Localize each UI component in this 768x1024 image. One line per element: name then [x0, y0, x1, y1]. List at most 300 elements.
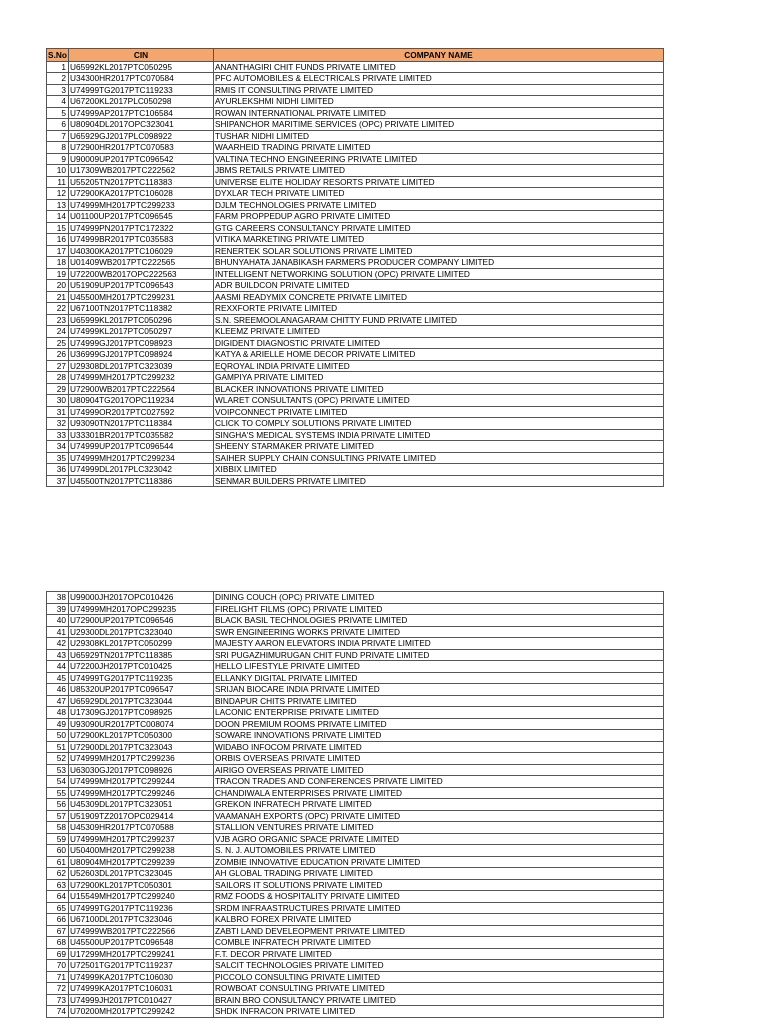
- table-row: [47, 925, 664, 937]
- cin-cell: U72900KL2017PTC050301: [69, 879, 214, 891]
- sno-cell: 43: [47, 649, 69, 661]
- table-row: [47, 776, 664, 788]
- cin-cell: U74999PN2017PTC172322: [69, 222, 214, 234]
- sno-cell: 1: [47, 61, 69, 73]
- sno-cell: 16: [47, 234, 69, 246]
- table-row: [47, 475, 664, 487]
- sno-cell: 36: [47, 464, 69, 476]
- table-row: [47, 360, 664, 372]
- table-row: [47, 592, 664, 604]
- cin-cell: U74999MH2017PTC299232: [69, 372, 214, 384]
- table-row: [47, 741, 664, 753]
- company-name-cell: SRDM INFRAASTRUCTURES PRIVATE LIMITED: [214, 902, 664, 914]
- cin-cell: U45500TN2017PTC118386: [69, 475, 214, 487]
- cin-cell: U67200KL2017PLC050298: [69, 96, 214, 108]
- table-row: [47, 845, 664, 857]
- sno-cell: 23: [47, 314, 69, 326]
- table-row: [47, 73, 664, 85]
- cin-cell: U72900DL2017PTC323043: [69, 741, 214, 753]
- sno-cell: 30: [47, 395, 69, 407]
- company-name-cell: SWR ENGINEERING WORKS PRIVATE LIMITED: [214, 626, 664, 638]
- company-name-cell: SHEENY STARMAKER PRIVATE LIMITED: [214, 441, 664, 453]
- sno-cell: 71: [47, 971, 69, 983]
- company-name-cell: BINDAPUR CHITS PRIVATE LIMITED: [214, 695, 664, 707]
- company-name-cell: SALCIT TECHNOLOGIES PRIVATE LIMITED: [214, 960, 664, 972]
- cin-cell: U74999MH2017PTC299246: [69, 787, 214, 799]
- sno-cell: 50: [47, 730, 69, 742]
- sno-cell: 26: [47, 349, 69, 361]
- table-body-part-1: [47, 61, 664, 487]
- cin-cell: U74999MH2017PTC299236: [69, 753, 214, 765]
- cin-cell: U65992KL2017PTC050295: [69, 61, 214, 73]
- table-row: [47, 222, 664, 234]
- table-row: [47, 291, 664, 303]
- cin-cell: U52603DL2017PTC323045: [69, 868, 214, 880]
- cin-cell: U36999GJ2017PTC098924: [69, 349, 214, 361]
- sno-cell: 55: [47, 787, 69, 799]
- sno-cell: 20: [47, 280, 69, 292]
- header-company-name: COMPANY NAME: [214, 49, 664, 62]
- sno-cell: 58: [47, 822, 69, 834]
- cin-cell: U72900KL2017PTC050300: [69, 730, 214, 742]
- cin-cell: U93090TN2017PTC118384: [69, 418, 214, 430]
- sno-cell: 34: [47, 441, 69, 453]
- table-row: [47, 971, 664, 983]
- table-row: [47, 1006, 664, 1018]
- table-row: [47, 649, 664, 661]
- table-row: [47, 603, 664, 615]
- company-name-cell: WIDABO INFOCOM PRIVATE LIMITED: [214, 741, 664, 753]
- company-name-cell: ZOMBIE INNOVATIVE EDUCATION PRIVATE LIMITED: [214, 856, 664, 868]
- cin-cell: U74999AP2017PTC106584: [69, 107, 214, 119]
- cin-cell: U29300DL2017PTC323040: [69, 626, 214, 638]
- table-row: [47, 61, 664, 73]
- cin-cell: U74999OR2017PTC027592: [69, 406, 214, 418]
- company-name-cell: VOIPCONNECT PRIVATE LIMITED: [214, 406, 664, 418]
- sno-cell: 68: [47, 937, 69, 949]
- cin-cell: U74999GJ2017PTC098923: [69, 337, 214, 349]
- sno-cell: 41: [47, 626, 69, 638]
- table-row: [47, 684, 664, 696]
- sno-cell: 11: [47, 176, 69, 188]
- company-name-cell: SRI PUGAZHIMURUGAN CHIT FUND PRIVATE LIMITED: [214, 649, 664, 661]
- table-row: [47, 822, 664, 834]
- sno-cell: 42: [47, 638, 69, 650]
- sno-cell: 70: [47, 960, 69, 972]
- company-name-cell: SENMAR BUILDERS PRIVATE LIMITED: [214, 475, 664, 487]
- table-row: [47, 257, 664, 269]
- table-row: [47, 245, 664, 257]
- sno-cell: 51: [47, 741, 69, 753]
- table-row: [47, 165, 664, 177]
- company-name-cell: SHIPANCHOR MARITIME SERVICES (OPC) PRIVATE LIMITED: [214, 119, 664, 131]
- company-name-cell: DJLM TECHNOLOGIES PRIVATE LIMITED: [214, 199, 664, 211]
- cin-cell: U01100UP2017PTC096545: [69, 211, 214, 223]
- cin-cell: U80904MH2017PTC299239: [69, 856, 214, 868]
- company-name-cell: BHUNYAHATA JANABIKASH FARMERS PRODUCER COMPANY LIMITED: [214, 257, 664, 269]
- cin-cell: U51909UP2017PTC096543: [69, 280, 214, 292]
- sno-cell: 67: [47, 925, 69, 937]
- sno-cell: 52: [47, 753, 69, 765]
- table-row: [47, 868, 664, 880]
- cin-cell: U74999MH2017PTC299244: [69, 776, 214, 788]
- company-name-cell: WLARET CONSULTANTS (OPC) PRIVATE LIMITED: [214, 395, 664, 407]
- company-name-cell: RMIS IT CONSULTING PRIVATE LIMITED: [214, 84, 664, 96]
- sno-cell: 46: [47, 684, 69, 696]
- company-name-cell: MAJESTY AARON ELEVATORS INDIA PRIVATE LIMITED: [214, 638, 664, 650]
- sno-cell: 18: [47, 257, 69, 269]
- company-name-cell: DIGIDENT DIAGNOSTIC PRIVATE LIMITED: [214, 337, 664, 349]
- company-name-cell: RENERTEK SOLAR SOLUTIONS PRIVATE LIMITED: [214, 245, 664, 257]
- company-name-cell: AIRIGO OVERSEAS PRIVATE LIMITED: [214, 764, 664, 776]
- cin-cell: U80904DL2017OPC323041: [69, 119, 214, 131]
- table-row: [47, 119, 664, 131]
- table-row: [47, 176, 664, 188]
- table-row: [47, 787, 664, 799]
- table-row: [47, 429, 664, 441]
- cin-cell: U74999JH2017PTC010427: [69, 994, 214, 1006]
- sno-cell: 57: [47, 810, 69, 822]
- company-table-part-2: [46, 591, 664, 1018]
- sno-cell: 12: [47, 188, 69, 200]
- company-name-cell: SRIJAN BIOCARE INDIA PRIVATE LIMITED: [214, 684, 664, 696]
- cin-cell: U51909TZ2017OPC029414: [69, 810, 214, 822]
- company-name-cell: SINGHA'S MEDICAL SYSTEMS INDIA PRIVATE LIMITED: [214, 429, 664, 441]
- sno-cell: 17: [47, 245, 69, 257]
- sno-cell: 47: [47, 695, 69, 707]
- sno-cell: 29: [47, 383, 69, 395]
- table-row: [47, 615, 664, 627]
- table-row: [47, 326, 664, 338]
- cin-cell: U74999MH2017PTC299233: [69, 199, 214, 211]
- table-row: [47, 96, 664, 108]
- sno-cell: 40: [47, 615, 69, 627]
- cin-cell: U72200WB2017OPC222563: [69, 268, 214, 280]
- table-row: [47, 211, 664, 223]
- sno-cell: 66: [47, 914, 69, 926]
- cin-cell: U50400MH2017PTC299238: [69, 845, 214, 857]
- table-row: [47, 383, 664, 395]
- table-row: [47, 626, 664, 638]
- company-name-cell: DOON PREMIUM ROOMS PRIVATE LIMITED: [214, 718, 664, 730]
- table-row: [47, 833, 664, 845]
- table-row: [47, 280, 664, 292]
- company-name-cell: COMBLE INFRATECH PRIVATE LIMITED: [214, 937, 664, 949]
- cin-cell: U33301BR2017PTC035582: [69, 429, 214, 441]
- company-table-part-1: [46, 48, 664, 487]
- table-row: [47, 188, 664, 200]
- company-name-cell: CLICK TO COMPLY SOLUTIONS PRIVATE LIMITED: [214, 418, 664, 430]
- sno-cell: 63: [47, 879, 69, 891]
- sno-cell: 33: [47, 429, 69, 441]
- table-row: [47, 856, 664, 868]
- sno-cell: 38: [47, 592, 69, 604]
- table-row: [47, 142, 664, 154]
- cin-cell: U74999BR2017PTC035583: [69, 234, 214, 246]
- cin-cell: U74999MH2017PTC299237: [69, 833, 214, 845]
- company-name-cell: PFC AUTOMOBILES & ELECTRICALS PRIVATE LIMITED: [214, 73, 664, 85]
- sno-cell: 39: [47, 603, 69, 615]
- sno-cell: 19: [47, 268, 69, 280]
- table-row: [47, 695, 664, 707]
- company-name-cell: REXXFORTE PRIVATE LIMITED: [214, 303, 664, 315]
- cin-cell: U74999DL2017PLC323042: [69, 464, 214, 476]
- company-name-cell: F.T. DECOR PRIVATE LIMITED: [214, 948, 664, 960]
- table-row: [47, 84, 664, 96]
- cin-cell: U45309DL2017PTC323051: [69, 799, 214, 811]
- cin-cell: U55205TN2017PTC118383: [69, 176, 214, 188]
- table-row: [47, 406, 664, 418]
- table-row: [47, 107, 664, 119]
- table-row: [47, 130, 664, 142]
- company-name-cell: XIBBIX LIMITED: [214, 464, 664, 476]
- sno-cell: 21: [47, 291, 69, 303]
- table-row: [47, 418, 664, 430]
- table-row: [47, 337, 664, 349]
- cin-cell: U01409WB2017PTC222565: [69, 257, 214, 269]
- company-name-cell: ZABTI LAND DEVELEOPMENT PRIVATE LIMITED: [214, 925, 664, 937]
- cin-cell: U80904TG2017OPC119234: [69, 395, 214, 407]
- table-row: [47, 268, 664, 280]
- cin-cell: U45500MH2017PTC299231: [69, 291, 214, 303]
- sno-cell: 9: [47, 153, 69, 165]
- cin-cell: U72200JH2017PTC010425: [69, 661, 214, 673]
- cin-cell: U17309WB2017PTC222562: [69, 165, 214, 177]
- company-name-cell: GAMPIYA PRIVATE LIMITED: [214, 372, 664, 384]
- cin-cell: U63030GJ2017PTC098926: [69, 764, 214, 776]
- company-name-cell: LACONIC ENTERPRISE PRIVATE LIMITED: [214, 707, 664, 719]
- cin-cell: U70200MH2017PTC299242: [69, 1006, 214, 1018]
- company-name-cell: AYURLEKSHMI NIDHI LIMITED: [214, 96, 664, 108]
- company-name-cell: VALTINA TECHNO ENGINEERING PRIVATE LIMITED: [214, 153, 664, 165]
- company-name-cell: AASMI READYMIX CONCRETE PRIVATE LIMITED: [214, 291, 664, 303]
- sno-cell: 22: [47, 303, 69, 315]
- cin-cell: U29308KL2017PTC050299: [69, 638, 214, 650]
- sno-cell: 53: [47, 764, 69, 776]
- cin-cell: U29308DL2017PTC323039: [69, 360, 214, 372]
- company-name-cell: GREKON INFRATECH PRIVATE LIMITED: [214, 799, 664, 811]
- company-name-cell: ORBIS OVERSEAS PRIVATE LIMITED: [214, 753, 664, 765]
- table-row: [47, 349, 664, 361]
- company-name-cell: ELLANKY DIGITAL PRIVATE LIMITED: [214, 672, 664, 684]
- sno-cell: 7: [47, 130, 69, 142]
- company-name-cell: SAIHER SUPPLY CHAIN CONSULTING PRIVATE LIMITED: [214, 452, 664, 464]
- sno-cell: 64: [47, 891, 69, 903]
- header-row: [47, 49, 664, 62]
- cin-cell: U17309GJ2017PTC098925: [69, 707, 214, 719]
- sno-cell: 27: [47, 360, 69, 372]
- company-name-cell: BRAIN BRO CONSULTANCY PRIVATE LIMITED: [214, 994, 664, 1006]
- cin-cell: U90009UP2017PTC096542: [69, 153, 214, 165]
- company-name-cell: SHDK INFRACON PRIVATE LIMITED: [214, 1006, 664, 1018]
- table-row: [47, 730, 664, 742]
- company-name-cell: FARM PROPPEDUP AGRO PRIVATE LIMITED: [214, 211, 664, 223]
- company-name-cell: EQROYAL INDIA PRIVATE LIMITED: [214, 360, 664, 372]
- cin-cell: U74999KA2017PTC106031: [69, 983, 214, 995]
- table-body-part-2: [47, 592, 664, 1018]
- table-row: [47, 441, 664, 453]
- sno-cell: 14: [47, 211, 69, 223]
- company-name-cell: KATYA & ARIELLE HOME DECOR PRIVATE LIMITED: [214, 349, 664, 361]
- table-row: [47, 153, 664, 165]
- table-row: [47, 764, 664, 776]
- company-name-cell: S. N. J. AUTOMOBILES PRIVATE LIMITED: [214, 845, 664, 857]
- sno-cell: 4: [47, 96, 69, 108]
- company-name-cell: TRACON TRADES AND CONFERENCES PRIVATE LIMITED: [214, 776, 664, 788]
- table-row: [47, 753, 664, 765]
- sno-cell: 44: [47, 661, 69, 673]
- company-name-cell: ANANTHAGIRI CHIT FUNDS PRIVATE LIMITED: [214, 61, 664, 73]
- company-name-cell: S.N. SREEMOOLANAGARAM CHITTY FUND PRIVATE LIMITED: [214, 314, 664, 326]
- sno-cell: 45: [47, 672, 69, 684]
- table-row: [47, 464, 664, 476]
- company-name-cell: SOWARE INNOVATIONS PRIVATE LIMITED: [214, 730, 664, 742]
- sno-cell: 69: [47, 948, 69, 960]
- company-name-cell: FIRELIGHT FILMS (OPC) PRIVATE LIMITED: [214, 603, 664, 615]
- table-row: [47, 914, 664, 926]
- cin-cell: U74999UP2017PTC096544: [69, 441, 214, 453]
- company-name-cell: VAAMANAH EXPORTS (OPC) PRIVATE LIMITED: [214, 810, 664, 822]
- company-name-cell: BLACKER INNOVATIONS PRIVATE LIMITED: [214, 383, 664, 395]
- company-name-cell: JBMS RETAILS PRIVATE LIMITED: [214, 165, 664, 177]
- cin-cell: U99000JH2017OPC010426: [69, 592, 214, 604]
- company-name-cell: GTG CAREERS CONSULTANCY PRIVATE LIMITED: [214, 222, 664, 234]
- cin-cell: U15549MH2017PTC299240: [69, 891, 214, 903]
- company-name-cell: AH GLOBAL TRADING PRIVATE LIMITED: [214, 868, 664, 880]
- company-name-cell: DINING COUCH (OPC) PRIVATE LIMITED: [214, 592, 664, 604]
- cin-cell: U74999TG2017PTC119233: [69, 84, 214, 96]
- company-name-cell: HELLO LIFESTYLE PRIVATE LIMITED: [214, 661, 664, 673]
- company-name-cell: UNIVERSE ELITE HOLIDAY RESORTS PRIVATE LIMITED: [214, 176, 664, 188]
- table-row: [47, 948, 664, 960]
- sno-cell: 6: [47, 119, 69, 131]
- sno-cell: 65: [47, 902, 69, 914]
- company-name-cell: ADR BUILDCON PRIVATE LIMITED: [214, 280, 664, 292]
- cin-cell: U65929DL2017PTC323044: [69, 695, 214, 707]
- cin-cell: U74999KA2017PTC106030: [69, 971, 214, 983]
- table-row: [47, 452, 664, 464]
- sno-cell: 37: [47, 475, 69, 487]
- sno-cell: 13: [47, 199, 69, 211]
- company-name-cell: CHANDIWALA ENTERPRISES PRIVATE LIMITED: [214, 787, 664, 799]
- cin-cell: U72501TG2017PTC119237: [69, 960, 214, 972]
- sno-cell: 32: [47, 418, 69, 430]
- cin-cell: U17299MH2017PTC299241: [69, 948, 214, 960]
- sno-cell: 31: [47, 406, 69, 418]
- sno-cell: 59: [47, 833, 69, 845]
- table-row: [47, 199, 664, 211]
- sno-cell: 54: [47, 776, 69, 788]
- sno-cell: 24: [47, 326, 69, 338]
- table-row: [47, 937, 664, 949]
- table-row: [47, 810, 664, 822]
- sno-cell: 61: [47, 856, 69, 868]
- sno-cell: 2: [47, 73, 69, 85]
- table-row: [47, 902, 664, 914]
- sno-cell: 60: [47, 845, 69, 857]
- table-row: [47, 960, 664, 972]
- sno-cell: 3: [47, 84, 69, 96]
- cin-cell: U34300HR2017PTC070584: [69, 73, 214, 85]
- sno-cell: 73: [47, 994, 69, 1006]
- cin-cell: U67100TN2017PTC118382: [69, 303, 214, 315]
- cin-cell: U74999TG2017PTC119236: [69, 902, 214, 914]
- table-row: [47, 718, 664, 730]
- sno-cell: 72: [47, 983, 69, 995]
- sno-cell: 8: [47, 142, 69, 154]
- table-row: [47, 983, 664, 995]
- table-row: [47, 638, 664, 650]
- table-row: [47, 661, 664, 673]
- company-name-cell: BLACK BASIL TECHNOLOGIES PRIVATE LIMITED: [214, 615, 664, 627]
- sno-cell: 48: [47, 707, 69, 719]
- sno-cell: 15: [47, 222, 69, 234]
- sno-cell: 35: [47, 452, 69, 464]
- company-name-cell: KALBRO FOREX PRIVATE LIMITED: [214, 914, 664, 926]
- cin-cell: U67100DL2017PTC323046: [69, 914, 214, 926]
- table-row: [47, 372, 664, 384]
- sno-cell: 10: [47, 165, 69, 177]
- cin-cell: U93090UR2017PTC008074: [69, 718, 214, 730]
- company-name-cell: RMZ FOODS & HOSPITALITY PRIVATE LIMITED: [214, 891, 664, 903]
- company-name-cell: PICCOLO CONSULTING PRIVATE LIMITED: [214, 971, 664, 983]
- table-row: [47, 395, 664, 407]
- table-row: [47, 672, 664, 684]
- cin-cell: U74999MH2017OPC299235: [69, 603, 214, 615]
- company-name-cell: WAARHEID TRADING PRIVATE LIMITED: [214, 142, 664, 154]
- header-sno: S.No: [48, 49, 67, 60]
- sno-cell: 62: [47, 868, 69, 880]
- cin-cell: U40300KA2017PTC106029: [69, 245, 214, 257]
- sno-cell: 56: [47, 799, 69, 811]
- company-name-cell: ROWAN INTERNATIONAL PRIVATE LIMITED: [214, 107, 664, 119]
- sno-cell: 74: [47, 1006, 69, 1018]
- company-name-cell: VITIKA MARKETING PRIVATE LIMITED: [214, 234, 664, 246]
- table-row: [47, 303, 664, 315]
- cin-cell: U65929TN2017PTC118385: [69, 649, 214, 661]
- table-row: [47, 994, 664, 1006]
- sno-cell: 49: [47, 718, 69, 730]
- company-name-cell: VJB AGRO ORGANIC SPACE PRIVATE LIMITED: [214, 833, 664, 845]
- cin-cell: U65999KL2017PTC050296: [69, 314, 214, 326]
- cin-cell: U72900HR2017PTC070583: [69, 142, 214, 154]
- table-row: [47, 707, 664, 719]
- cin-cell: U74999TG2017PTC119235: [69, 672, 214, 684]
- cin-cell: U74999KL2017PTC050297: [69, 326, 214, 338]
- cin-cell: U74999MH2017PTC299234: [69, 452, 214, 464]
- cin-cell: U72900WB2017PTC222564: [69, 383, 214, 395]
- table-row: [47, 234, 664, 246]
- company-name-cell: TUSHAR NIDHI LIMITED: [214, 130, 664, 142]
- table-row: [47, 879, 664, 891]
- company-name-cell: SAILORS IT SOLUTIONS PRIVATE LIMITED: [214, 879, 664, 891]
- cin-cell: U45309HR2017PTC070588: [69, 822, 214, 834]
- company-name-cell: ROWBOAT CONSULTING PRIVATE LIMITED: [214, 983, 664, 995]
- table-row: [47, 314, 664, 326]
- sno-cell: 25: [47, 337, 69, 349]
- cin-cell: U45500UP2017PTC096548: [69, 937, 214, 949]
- sno-cell: 28: [47, 372, 69, 384]
- cin-cell: U72900UP2017PTC096546: [69, 615, 214, 627]
- company-name-cell: INTELLIGENT NETWORKING SOLUTION (OPC) PRIVATE LIMITED: [214, 268, 664, 280]
- cin-cell: U74999WB2017PTC222566: [69, 925, 214, 937]
- sno-cell: 5: [47, 107, 69, 119]
- company-name-cell: STALLION VENTURES PRIVATE LIMITED: [214, 822, 664, 834]
- table-row: [47, 799, 664, 811]
- cin-cell: U72900KA2017PTC106028: [69, 188, 214, 200]
- company-name-cell: KLEEMZ PRIVATE LIMITED: [214, 326, 664, 338]
- cin-cell: U85320UP2017PTC096547: [69, 684, 214, 696]
